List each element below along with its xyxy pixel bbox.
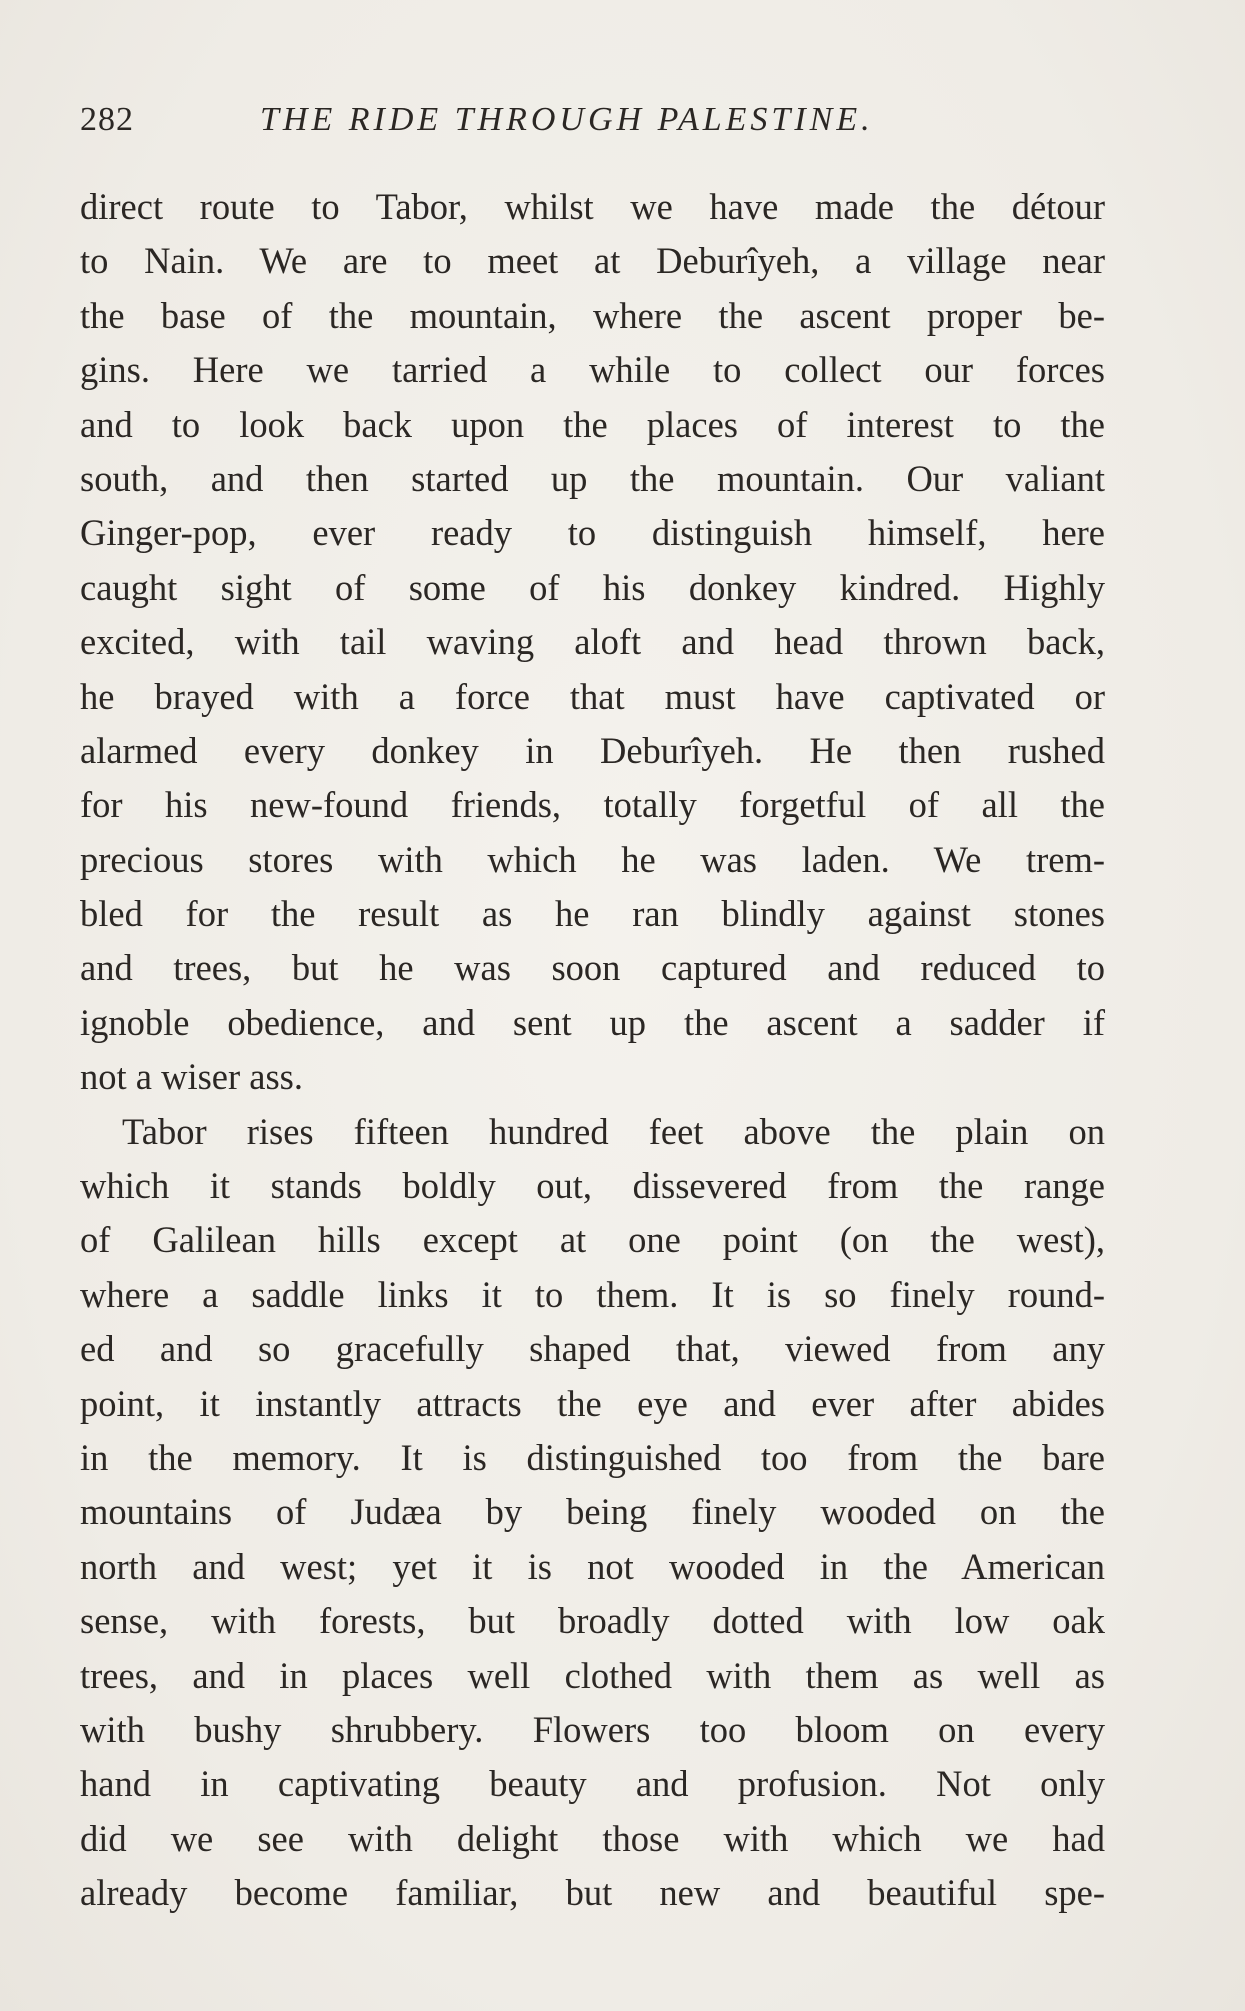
text-line: north and west; yet it is not wooded in the American [80,1545,1105,1587]
paragraph-end-line: not a wiser ass. [80,1056,304,1098]
text-line: hand in captivating beauty and profusion. Not only [80,1763,1105,1805]
text-line: gins. Here we tarried a while to collect our forces [80,349,1105,391]
text-line: with bushy shrubbery. Flowers too bloom on every [80,1708,1105,1750]
text-line: trees, and in places well clothed with them as well as [80,1654,1105,1696]
text-line: caught sight of some of his donkey kindred. Highly [80,566,1105,608]
page-header [80,100,1120,140]
text-line: excited, with tail waving aloft and head thrown back, [80,621,1105,663]
text-line: in the memory. It is distinguished too from the bare [80,1436,1105,1478]
text-line: the base of the mountain, where the ascent proper be- [80,294,1105,336]
text-line: already become familiar, but new and beautiful spe- [80,1872,1105,1914]
running-head: THE RIDE THROUGH PALESTINE. [260,101,874,138]
text-line: alarmed every donkey in Deburîyeh. He then rushed [80,729,1105,771]
paragraph-start-line: Tabor rises fifteen hundred feet above the plain on [122,1110,1105,1152]
text-line: mountains of Judæa by being finely wooded on the [80,1491,1105,1533]
text-line: ed and so gracefully shaped that, viewed from any [80,1328,1105,1370]
text-line: which it stands boldly out, dissevered from the range [80,1165,1105,1207]
text-line: he brayed with a force that must have captivated or [80,675,1105,717]
text-line: for his new-found friends, totally forgetful of all the [80,784,1105,826]
text-line: Ginger-pop, ever ready to distinguish himself, here [80,512,1105,554]
text-line: did we see with delight those with which we had [80,1817,1105,1859]
text-line: where a saddle links it to them. It is so finely round- [80,1273,1105,1315]
text-line: point, it instantly attracts the eye and ever after abides [80,1382,1105,1424]
text-line: and trees, but he was soon captured and reduced to [80,947,1105,989]
text-line: sense, with forests, but broadly dotted with low oak [80,1600,1105,1642]
text-line: of Galilean hills except at one point (on the west), [80,1219,1105,1261]
text-line: south, and then started up the mountain. Our valiant [80,457,1105,499]
page-number: 282 [80,101,134,138]
text-line: to Nain. We are to meet at Deburîyeh, a village near [80,240,1105,282]
text-line: bled for the result as he ran blindly against stones [80,893,1105,935]
text-line: precious stores with which he was laden. We trem- [80,838,1105,880]
body-text [80,180,1105,1921]
text-line: ignoble obedience, and sent up the ascent a sadder if [80,1001,1105,1043]
text-line: direct route to Tabor, whilst we have made the détour [80,186,1105,227]
text-line: and to look back upon the places of interest to the [80,403,1105,445]
